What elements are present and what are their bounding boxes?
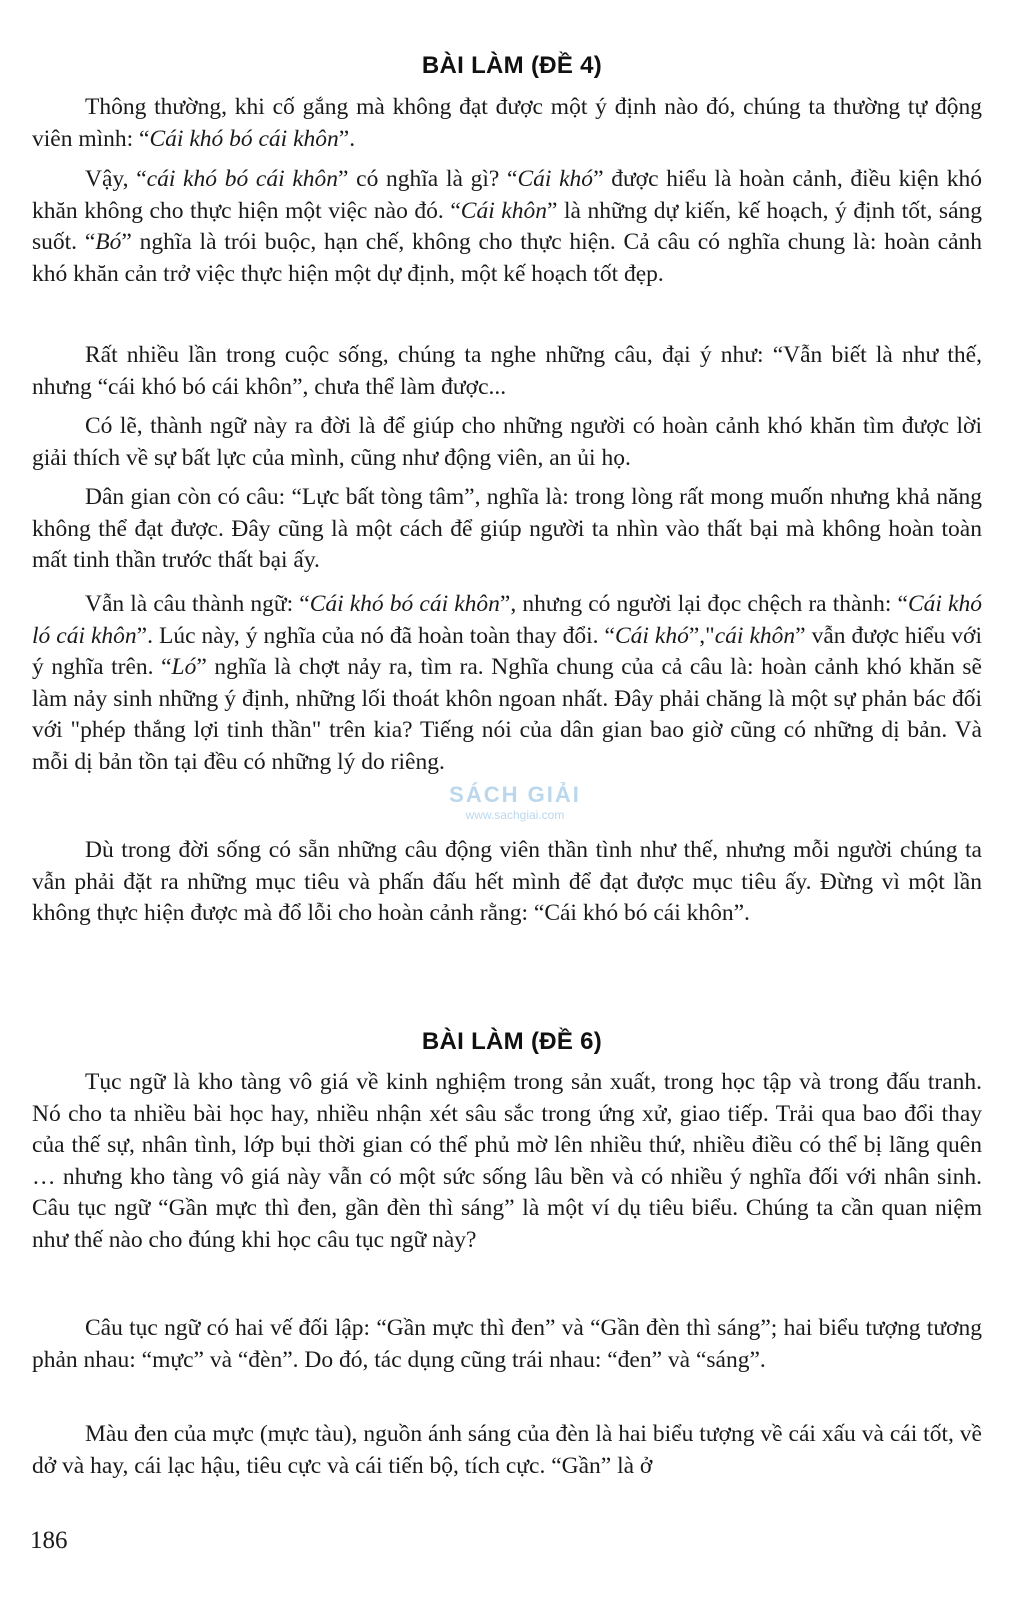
paragraph: Tục ngữ là kho tàng vô giá về kinh nghiệm trong sản xuất, trong học tập và trong đấu tranh. Nó cho ta nhiều bài học hay, nhiều nhận xét sâu sắc trong ứng xử, giao tiếp. Trải qua bao đổi thay của thế sự, nhân tình, lớp bụi thời gian có thể phủ mờ lên nhiều thứ, nhiều điều có thể bị lãng quên … nhưng kho tàng vô giá này vẫn có một sức sống lâu bền và có nhiều ý nghĩa đối với nhân sinh. Câu tục ngữ “Gần mực thì đen, gần đèn thì sáng” là một ví dụ tiêu biểu. Chúng ta cần quan niệm như thế nào cho đúng khi học câu tục ngữ này?	[32, 1069, 982, 1253]
paragraph: Màu đen của mực (mực tàu), nguồn ánh sáng của đèn là hai biểu tượng về cái xấu và cái tốt, về dở và hay, cái lạc hậu, tiêu cực và cái tiến bộ, tích cực. “Gần” là ở	[32, 1421, 982, 1479]
paragraph: Câu tục ngữ có hai vế đối lập: “Gần mực thì đen” và “Gần đèn thì sáng”; hai biểu tượng tương phản nhau: “mực” và “đèn”. Do đó, tác dụng cũng trái nhau: “đen” và “sáng”.	[32, 1315, 982, 1373]
page-number: 186	[30, 1527, 68, 1554]
paragraph: Thông thường, khi cố gắng mà không đạt được một ý định nào đó, chúng ta thường tự động viên mình: “Cái khó bó cái khôn”.	[32, 94, 982, 152]
paragraph: Vẫn là câu thành ngữ: “Cái khó bó cái khôn”, nhưng có người lại đọc chệch ra thành: “Cái khó ló cái khôn”. Lúc này, ý nghĩa của nó đã hoàn toàn thay đổi. “Cái khó”,"cái khôn” vẫn được hiểu với ý nghĩa trên. “Ló” nghĩa là chợt nảy ra, tìm ra. Nghĩa chung của cả câu là: hoàn cảnh khó khăn sẽ làm nảy sinh những ý định, những lối thoát khôn ngoan nhất. Đây phải chăng là một sự phản bác đối với "phép thắng lợi tinh thần" trên kia? Tiếng nói của dân gian bao giờ cũng có những dị bản. Và mỗi dị bản tồn tại đều có những lý do riêng.	[32, 591, 983, 775]
paragraph: Dù trong đời sống có sẵn những câu động viên thần tình như thế, nhưng mỗi người chúng ta vẫn phải đặt ra những mục tiêu và phấn đấu hết mình để đạt được mục tiêu ấy. Đừng vì một lần không thực hiện được mà đổ lỗi cho hoàn cảnh rằng: “Cái khó bó cái khôn”.	[32, 837, 982, 927]
section-heading-de-4: BÀI LÀM (ĐỀ 4)	[421, 52, 603, 79]
watermark-url: www.sachgiai.com	[465, 808, 565, 822]
paragraph: Có lẽ, thành ngữ này ra đời là để giúp cho những người có hoàn cảnh khó khăn tìm được lời giải thích về sự bất lực của mình, cũng như động viên, an ủi họ.	[32, 413, 982, 471]
paragraph: Vậy, “cái khó bó cái khôn” có nghĩa là gì? “Cái khó” được hiểu là hoàn cảnh, điều kiện khó khăn không cho thực hiện một việc nào đó. “Cái khôn” là những dự kiến, kế hoạch, ý định tốt, sáng suốt. “Bó” nghĩa là trói buộc, hạn chế, không cho thực hiện. Cả câu có nghĩa chung là: hoàn cảnh khó khăn cản trở việc thực hiện một dự định, một kế hoạch tốt đẹp.	[32, 166, 983, 287]
section-heading-de-6: BÀI LÀM (ĐỀ 6)	[421, 1028, 603, 1055]
watermark-text: SÁCH GIẢI	[449, 782, 581, 807]
paragraph: Dân gian còn có câu: “Lực bất tòng tâm”, nghĩa là: trong lòng rất mong muốn nhưng khả năng không thể đạt được. Đây cũng là một cách để giúp người ta nhìn vào thất bại mà không hoàn toàn mất tinh thần trước thất bại ấy.	[32, 484, 982, 574]
watermark-logo	[440, 782, 590, 830]
paragraph: Rất nhiều lần trong cuộc sống, chúng ta nghe những câu, đại ý như: “Vẫn biết là như thế, nhưng “cái khó bó cái khôn”, chưa thể làm được...	[32, 342, 982, 400]
